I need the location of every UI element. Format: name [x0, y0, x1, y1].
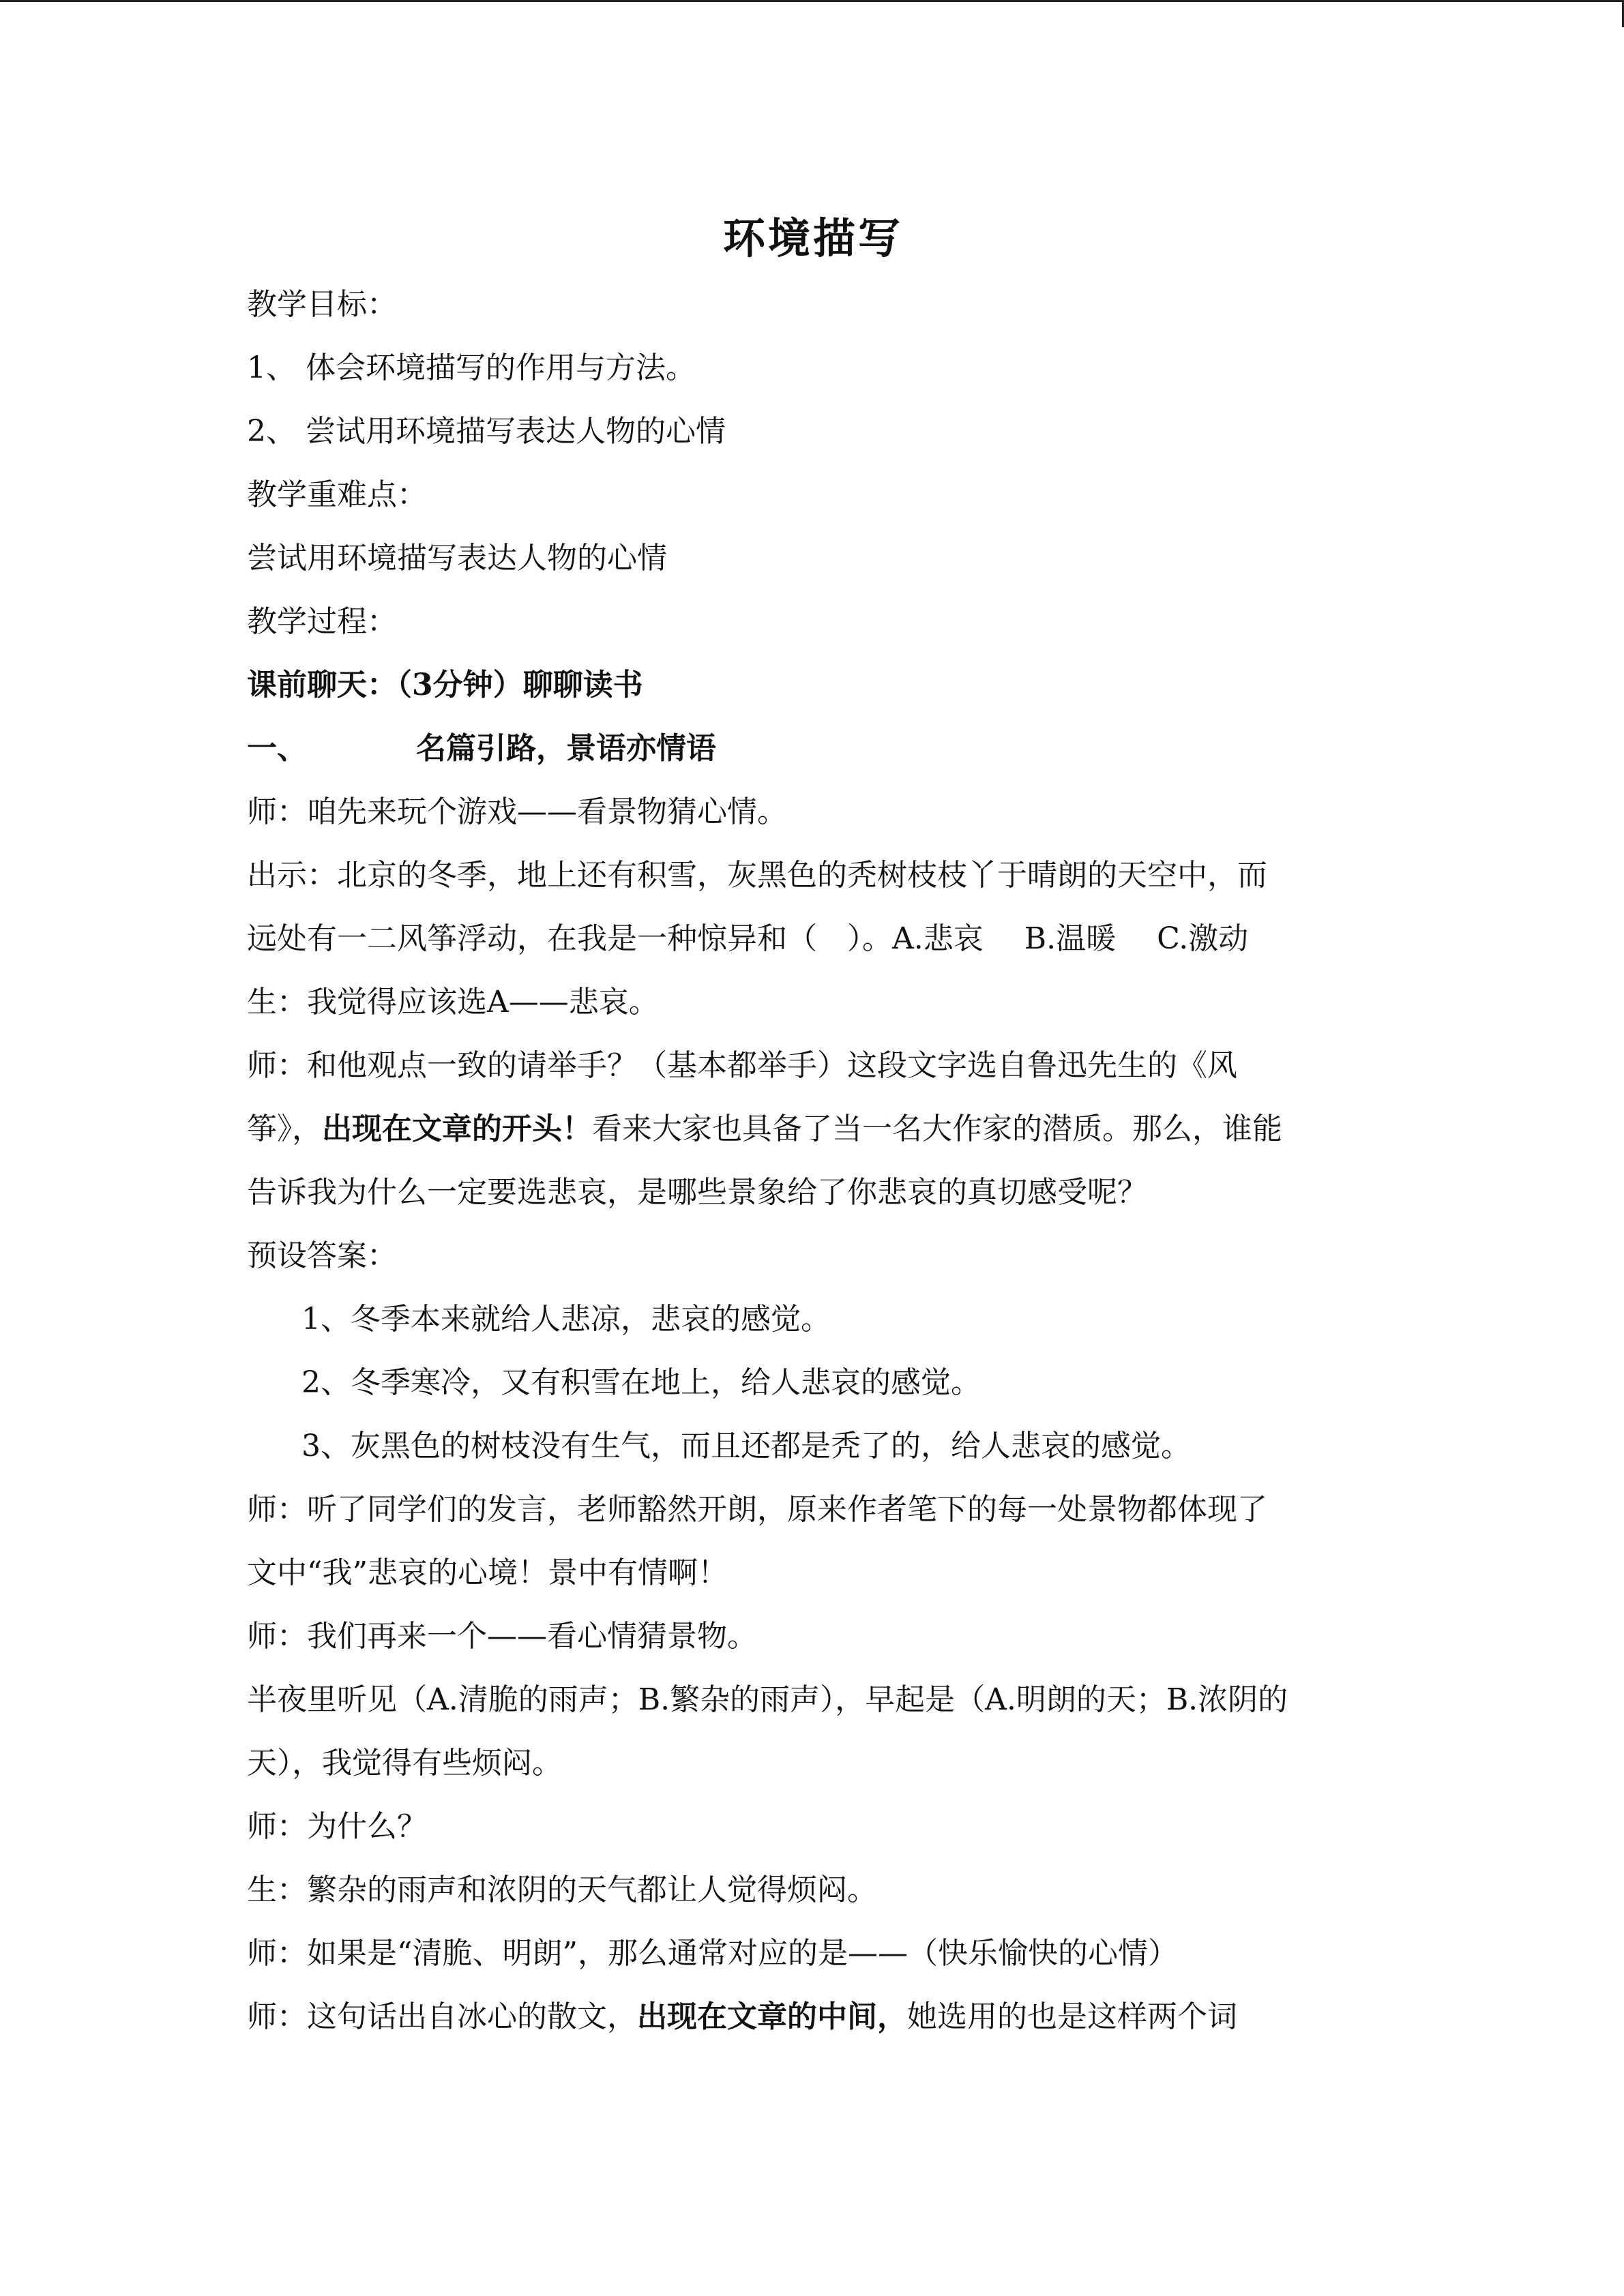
section-number: 一、 [247, 731, 307, 766]
paragraph-line: 师：为什么？ [247, 1809, 427, 1844]
answer-item: 2、冬季寒冷，又有积雪在地上，给人悲哀的感觉。 [301, 1365, 981, 1400]
paragraph-line: 师：咱先来玩个游戏——看景物猜心情。 [247, 794, 787, 829]
paragraph-line: 师：我们再来一个——看心情猜景物。 [247, 1619, 757, 1654]
option-b: B.温暖 [1024, 921, 1117, 956]
option-c: C.激动 [1157, 921, 1249, 956]
paragraph-line: 预设答案： [247, 1238, 397, 1273]
answer-item: 3、灰黑色的树枝没有生气，而且还都是秃了的，给人悲哀的感觉。 [301, 1429, 1191, 1463]
paragraph-line: 出示：北京的冬季，地上还有积雪，灰黑色的秃树枝枝丫于晴朗的天空中，而 [247, 858, 1267, 893]
paragraph-line [247, 1985, 1379, 2048]
paragraph-line: 告诉我为什么一定要选悲哀，是哪些景象给了你悲哀的真切感受呢？ [247, 1175, 1147, 1210]
paragraph-line: 生：繁杂的雨声和浓阴的天气都让人觉得烦闷。 [247, 1873, 877, 1907]
text-run: 她选用的也是这样两个词 [907, 1999, 1237, 2034]
emphasis-text: 出现在文章的中间， [637, 1999, 907, 2034]
text-run: 看来大家也具备了当一名大作家的潜质。那么，谁能 [592, 1112, 1282, 1146]
top-border [0, 0, 1624, 2]
section-title: 名篇引路，景语亦情语 [416, 731, 716, 766]
paragraph-line: 教学过程： [247, 604, 397, 639]
paragraph-line: 半夜里听见（A.清脆的雨声；B.繁杂的雨声），早起是（A.明朗的天；B.浓阴的 [247, 1682, 1288, 1717]
paragraph-line: 天），我觉得有些烦闷。 [247, 1746, 562, 1780]
paragraph-line: 1、 体会环境描写的作用与方法。 [247, 351, 696, 385]
paragraph-line: 尝试用环境描写表达人物的心情 [247, 541, 667, 576]
paragraph-line: 生：我觉得应该选A——悲哀。 [247, 985, 659, 1019]
paragraph-line: 文中“我”悲哀的心境！景中有情啊！ [247, 1555, 728, 1590]
paragraph-line [247, 907, 1379, 970]
section-heading [247, 717, 1379, 780]
text-run: 师：这句话出自冰心的散文， [247, 1999, 637, 2034]
paragraph-line: 师：如果是“清脆、明朗”，那么通常对应的是——（快乐愉快的心情） [247, 1936, 1178, 1971]
paragraph-line [247, 1097, 1379, 1161]
emphasis-text: 出现在文章的开头！ [322, 1112, 592, 1146]
paragraph-line: 2、 尝试用环境描写表达人物的心情 [247, 414, 726, 449]
paragraph-line: 教学目标： [247, 287, 397, 322]
document-title: 环境描写 [722, 213, 903, 263]
section-heading: 课前聊天：（3分钟）聊聊读书 [247, 668, 643, 702]
paragraph-line: 师：听了同学们的发言，老师豁然开朗，原来作者笔下的每一处景物都体现了 [247, 1492, 1267, 1527]
document-page [247, 205, 1379, 2048]
question-text: 远处有一二风筝浮动，在我是一种惊异和（ ）。A.悲哀 [247, 921, 984, 956]
paragraph-line: 教学重难点： [247, 477, 427, 512]
answer-item: 1、冬季本来就给人悲凉，悲哀的感觉。 [301, 1302, 831, 1337]
paragraph-line: 师：和他观点一致的请举手？（基本都举手）这段文字选自鲁迅先生的《风 [247, 1048, 1237, 1083]
text-run: 筝》， [247, 1112, 322, 1146]
